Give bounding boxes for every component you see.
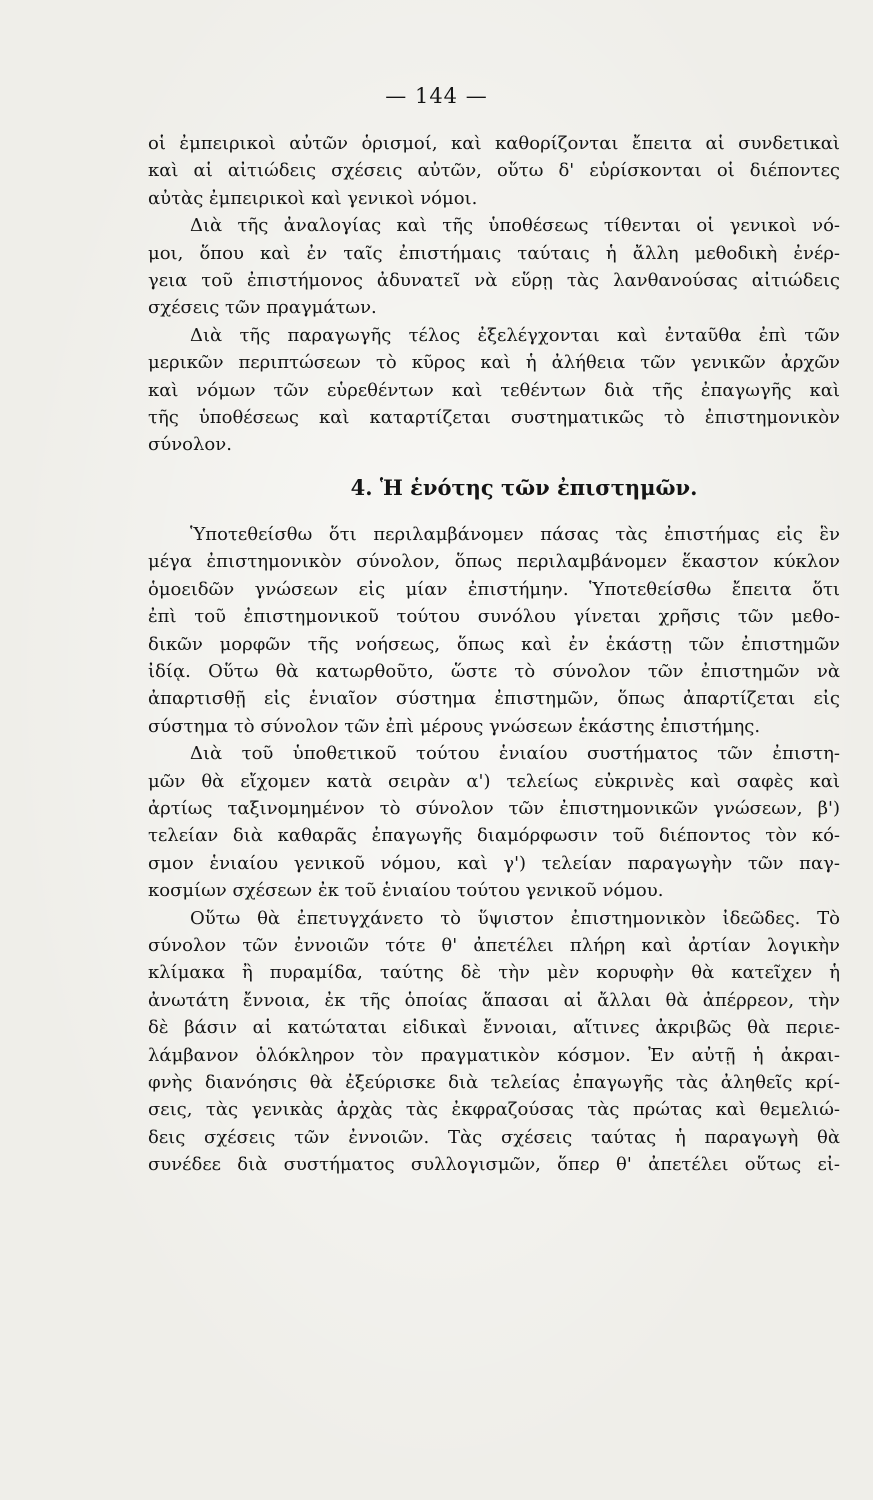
paragraph-6 <box>148 905 840 1179</box>
text-line: Διὰ τῆς ἀναλογίας καὶ τῆς ὑποθέσεως τίθενται οἱ γενικοὶ νό- <box>190 215 840 237</box>
text-line: ἀπαρτισθῇ εἰς ἑνιαῖον σύστημα ἐπιστημῶν, ὅπως ἀπαρτίζεται εἰς <box>148 688 840 710</box>
paragraph-4 <box>148 521 840 740</box>
text-line: γεια τοῦ ἐπιστήμονος ἀδυνατεῖ νὰ εὕρῃ τὰς λανθανούσας αἰτιώδεις <box>148 270 840 292</box>
text-line: σχέσεις τῶν πραγμάτων. <box>148 297 377 319</box>
text-line: μοι, ὅπου καὶ ἐν ταῖς ἐπιστήμαις ταύταις ἡ ἄλλη μεθοδικὴ ἐνέρ- <box>148 242 840 264</box>
text-line: καὶ νόμων τῶν εὑρεθέντων καὶ τεθέντων διὰ τῆς ἐπαγωγῆς καὶ <box>148 379 840 401</box>
paragraph-5 <box>148 740 840 904</box>
text-line: Ὑποτεθείσθω ὅτι περιλαμβάνομεν πάσας τὰς ἐπιστήμας εἰς ἓν <box>190 523 840 545</box>
text-line: ὁμοειδῶν γνώσεων εἰς μίαν ἐπιστήμην. Ὑποτεθείσθω ἔπειτα ὅτι <box>148 578 840 600</box>
text-line: ἀνωτάτη ἔννοια, ἐκ τῆς ὁποίας ἅπασαι αἱ ἄλλαι θὰ ἀπέρρεον, τὴν <box>148 989 840 1011</box>
text-line: σμον ἑνιαίου γενικοῦ νόμου, καὶ γ') τελείαν παραγωγὴν τῶν παγ- <box>148 852 840 874</box>
text-line: κλίμακα ἢ πυραμίδα, ταύτης δὲ τὴν μὲν κορυφὴν θὰ κατεῖχεν ἡ <box>148 962 840 984</box>
text-line: λάμβανον ὁλόκληρον τὸν πραγματικὸν κόσμον. Ἐν αὐτῇ ἡ ἀκραι- <box>148 1044 840 1066</box>
text-line: σεις, τὰς γενικὰς ἀρχὰς τὰς ἐκφραζούσας τὰς πρώτας καὶ θεμελιώ- <box>148 1099 840 1121</box>
text-line: καὶ αἱ αἰτιώδεις σχέσεις αὐτῶν, οὕτω δ' εὑρίσκονται οἱ διέποντες <box>148 160 840 182</box>
text-line: οἱ ἐμπειρικοὶ αὐτῶν ὁρισμοί, καὶ καθορίζονται ἔπειτα αἱ συνδετικαὶ <box>148 133 840 154</box>
text-line: σύνολον τῶν ἐννοιῶν τότε θ' ἀπετέλει πλήρη καὶ ἀρτίαν λογικὴν <box>148 934 840 956</box>
text-line: μερικῶν περιπτώσεων τὸ κῦρος καὶ ἡ ἀλήθεια τῶν γενικῶν ἀρχῶν <box>148 352 840 374</box>
text-line: ἐπὶ τοῦ ἐπιστημονικοῦ τούτου συνόλου γίνεται χρῆσις τῶν μεθο- <box>148 606 840 628</box>
text-line: μέγα ἐπιστημονικὸν σύνολον, ὅπως περιλαμβάνομεν ἕκαστον κύκλον <box>148 551 840 573</box>
text-line: Διὰ τοῦ ὑποθετικοῦ τούτου ἑνιαίου συστήματος τῶν ἐπιστη- <box>190 743 840 765</box>
text-line: δεις σχέσεις τῶν ἐννοιῶν. Τὰς σχέσεις ταύτας ἡ παραγωγὴ θὰ <box>148 1126 840 1148</box>
text-line: μῶν θὰ εἴχομεν κατὰ σειρὰν α') τελείως εὐκρινὲς καὶ σαφὲς καὶ <box>148 770 840 792</box>
text-line: φνὴς διανόησις θὰ ἐξεύρισκε διὰ τελείας ἐπαγωγῆς τὰς ἀληθεῖς κρί- <box>148 1072 840 1093</box>
paragraph-2 <box>148 212 840 322</box>
text-line: κοσμίων σχέσεων ἐκ τοῦ ἑνιαίου τούτου γενικοῦ νόμου. <box>148 880 664 902</box>
text-line: ἀρτίως ταξινομημένον τὸ σύνολον τῶν ἐπιστημονικῶν γνώσεων, β') <box>148 797 840 819</box>
text-line: τῆς ὑποθέσεως καὶ καταρτίζεται συστηματικῶς τὸ ἐπιστημονικὸν <box>148 407 840 429</box>
text-line: αὐτὰς ἐμπειρικοὶ καὶ γενικοὶ νόμοι. <box>148 187 478 209</box>
page-number: — 144 — <box>385 84 488 108</box>
text-line: συνέδεε διὰ συστήματος συλλογισμῶν, ὅπερ θ' ἀπετέλει οὕτως εἰ- <box>148 1154 840 1176</box>
section-heading: 4. Ἡ ἑνότης τῶν ἐπιστημῶν. <box>350 474 698 500</box>
text-line: σύνολον. <box>148 434 232 456</box>
text-line: Διὰ τῆς παραγωγῆς τέλος ἐξελέγχονται καὶ ἐνταῦθα ἐπὶ τῶν <box>190 324 840 346</box>
text-line: δικῶν μορφῶν τῆς νοήσεως, ὅπως καὶ ἐν ἑκάστῃ τῶν ἐπιστημῶν <box>148 633 840 655</box>
text-line: Οὕτω θὰ ἐπετυγχάνετο τὸ ὕψιστον ἐπιστημονικὸν ἰδεῶδες. Τὸ <box>190 907 840 929</box>
text-line: τελείαν διὰ καθαρᾶς ἐπαγωγῆς διαμόρφωσιν τοῦ διέποντος τὸν κό- <box>148 825 840 847</box>
paragraph-1 <box>148 130 840 212</box>
text-line: δὲ βάσιν αἱ κατώταται εἰδικαὶ ἔννοιαι, αἵτινες ἀκριβῶς θὰ περιε- <box>148 1017 840 1039</box>
body-text <box>148 130 840 1179</box>
paragraph-3 <box>148 322 840 459</box>
text-line: ἰδίᾳ. Οὕτω θὰ κατωρθοῦτο, ὥστε τὸ σύνολον τῶν ἐπιστημῶν νὰ <box>148 660 840 682</box>
text-line: σύστημα τὸ σύνολον τῶν ἐπὶ μέρους γνώσεων ἑκάστης ἐπιστήμης. <box>148 715 761 737</box>
